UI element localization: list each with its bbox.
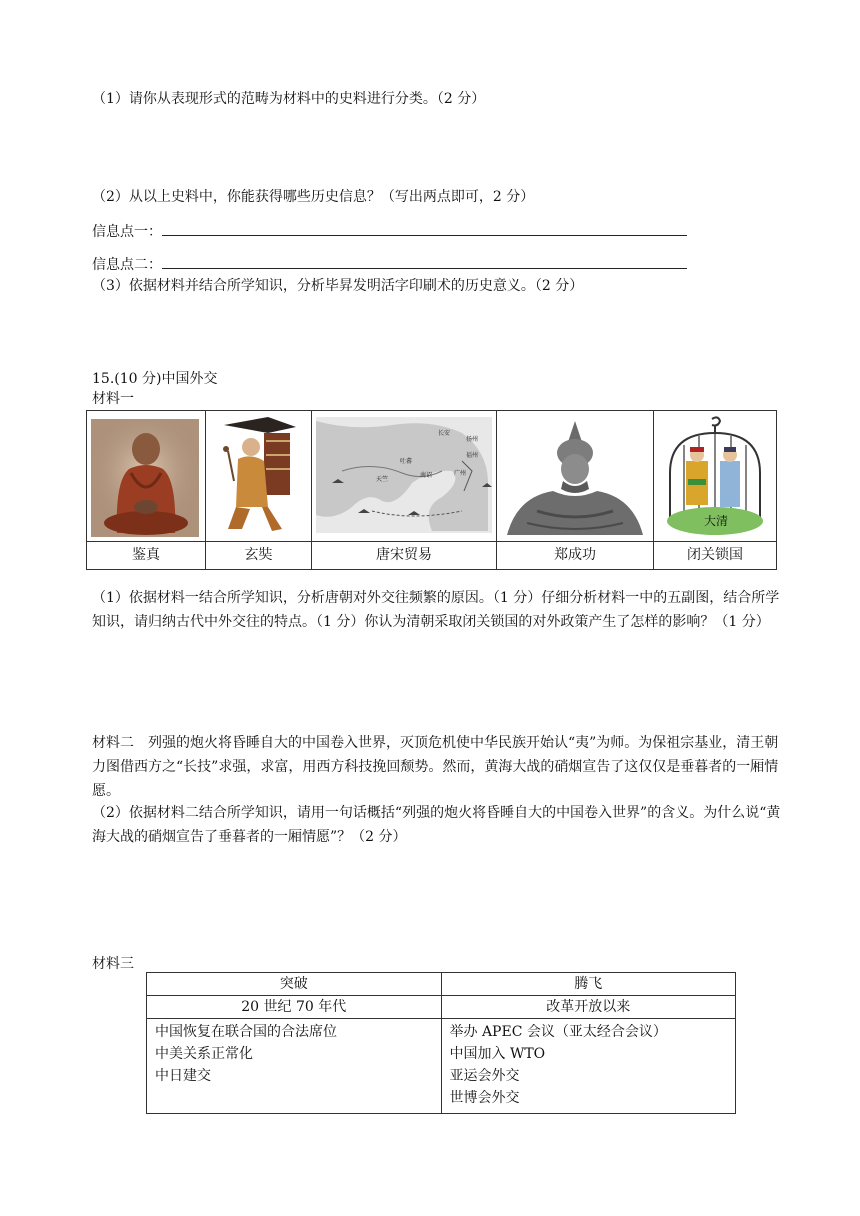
cell-zhengchenggong (497, 411, 654, 570)
cell-closed-door (654, 411, 777, 570)
material1-image-table (86, 410, 777, 570)
xuanzang-image (206, 411, 311, 541)
list-item: 中国加入 WTO (449, 1046, 546, 1062)
zhengchenggong-image (497, 411, 653, 541)
info-point-2-label: 信息点二： (92, 257, 162, 273)
info-point-1 (92, 221, 687, 243)
list-item: 中国恢复在联合国的合法席位 (155, 1024, 337, 1040)
list-item: 中美关系正常化 (155, 1046, 253, 1062)
caption-zhengchenggong: 郑成功 (497, 541, 653, 569)
list-item: 举办 APEC 会议（亚太经合会议） (449, 1024, 667, 1040)
col2-items (441, 1019, 736, 1114)
cell-xuanzang (206, 411, 312, 570)
header-breakthrough: 突破 (147, 973, 442, 996)
map-label-fuzhou: 福州 (466, 452, 479, 459)
list-item: 中日建交 (155, 1068, 211, 1084)
q14-sub1: （1）请你从表现形式的范畴为材料中的史料进行分类。（2 分） (92, 91, 486, 107)
map-label-tianzhu: 天竺 (376, 476, 389, 483)
caption-xuanzang: 玄奘 (206, 541, 311, 569)
map-label-tubo: 吐蕃 (400, 458, 413, 465)
cage-sign: 大清 (704, 514, 729, 528)
map-label-yangzhou: 扬州 (466, 436, 479, 443)
material1-label: 材料一 (92, 391, 134, 407)
q14-sub3: （3）依据材料并结合所学知识，分析毕昇发明活字印刷术的历史意义。（2 分） (92, 278, 584, 294)
info-point-1-label: 信息点一： (92, 224, 162, 240)
list-item: 亚运会外交 (449, 1068, 520, 1084)
jianzhen-image (87, 411, 205, 541)
col1-items (147, 1019, 442, 1114)
info-point-1-answer-line[interactable] (162, 221, 687, 236)
info-point-2 (92, 254, 687, 276)
caption-jianzhen: 鉴真 (87, 541, 205, 569)
caption-trade: 唐宋贸易 (312, 541, 496, 569)
list-item: 世博会外交 (449, 1090, 520, 1106)
map-label-changan: 长安 (438, 430, 451, 437)
subheader-1970s: 20 世纪 70 年代 (147, 996, 442, 1019)
map-label-nanzhao: 南诏 (420, 472, 433, 479)
q15-sub2: （2）依据材料二结合所学知识，请用一句话概括“列强的炮火将昏睡自大的中国卷入世界”的含义。为什么说“黄海大战的硝烟宣告了垂暮者的一厢情愿”？（2 分） (92, 805, 781, 845)
map-label-guangzhou: 广州 (454, 470, 467, 477)
material2-text: 材料二 列强的炮火将昏睡自大的中国卷入世界，灭顶危机使中华民族开始认“夷”为师。为保祖宗基业，清王朝力图借西方之“长技”求强，求富，用西方科技挽回颓势。然而，黄海大战的硝烟宣告了这仅仅是垂暮者的一厢情愿。 (92, 735, 779, 799)
q15-title: 15.(10 分)中国外交 (92, 371, 218, 387)
caption-closed-door: 闭关锁国 (654, 541, 776, 569)
closed-door-cage-image (654, 411, 776, 541)
info-point-2-answer-line[interactable] (162, 254, 687, 269)
material3-label: 材料三 (92, 956, 134, 972)
cell-trade-map (312, 411, 497, 570)
subheader-reform: 改革开放以来 (441, 996, 736, 1019)
q15-sub1: （1）依据材料一结合所学知识，分析唐朝对外交往频繁的原因。（1 分）仔细分析材料一中的五副图，结合所学知识，请归纳古代中外交往的特点。（1 分）你认为清朝采取闭关锁国的对外政策产生了怎样的影响？（1 分） (92, 590, 780, 630)
tang-song-trade-map (312, 411, 496, 541)
header-takeoff: 腾飞 (441, 973, 736, 996)
cell-jianzhen (87, 411, 206, 570)
material3-table (146, 972, 736, 1114)
q14-sub2: （2）从以上史料中，你能获得哪些历史信息？（写出两点即可，2 分） (92, 189, 535, 205)
